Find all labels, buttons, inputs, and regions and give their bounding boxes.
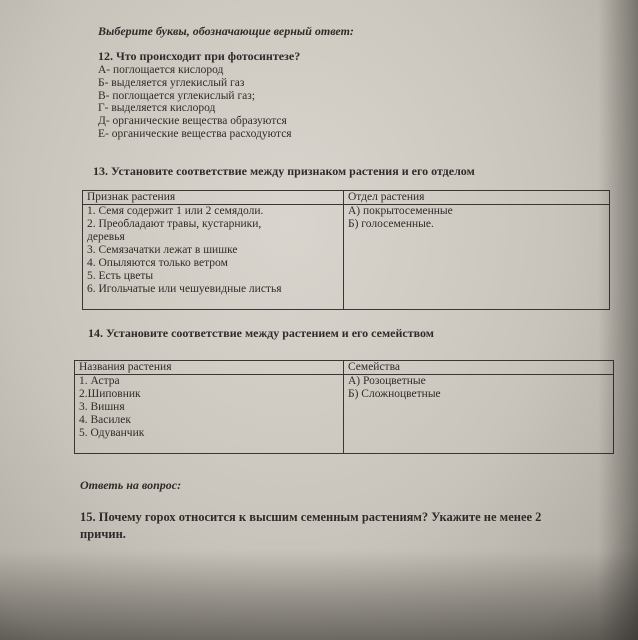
q15-line2: причин. <box>80 527 126 541</box>
q15-line1: 15. Почему горох относится к высшим семенным растениям? Укажите не менее 2 <box>80 510 542 524</box>
q12-title: 12. Что происходит при фотосинтезе? <box>98 49 301 63</box>
q13-col1-header: Признак растения <box>83 191 344 205</box>
instruction-heading: Выберите буквы, обозначающие верный ответ: <box>98 24 354 38</box>
q14-family-b: Б) Сложноцветные <box>348 388 441 400</box>
q13-feature-4: 4. Опыляются только ветром <box>87 257 228 269</box>
q14-families-cell <box>344 375 614 454</box>
q12-option-a: А- поглощается кислород <box>98 64 224 76</box>
q14-plants-cell <box>75 375 344 454</box>
q14-table <box>74 360 614 454</box>
edge-shadow-right <box>598 0 638 640</box>
q13-table <box>82 190 610 310</box>
q12-options <box>98 64 292 141</box>
q13-col2-header: Отдел растения <box>344 191 610 205</box>
q13-feature-1: 1. Семя содержит 1 или 2 семядоли. <box>87 205 264 217</box>
q13-feature-3: 3. Семязачатки лежат в шишке <box>87 244 238 256</box>
q12-option-b: Б- выделяется углекислый газ <box>98 76 245 89</box>
q14-plant-5: 5. Одуванчик <box>79 427 145 439</box>
q12-option-d: Д- органические вещества образуются <box>98 115 287 128</box>
q14-col2-header: Семейства <box>344 361 614 375</box>
q13-feature-5: 5. Есть цветы <box>87 270 154 282</box>
edge-shadow-bottom <box>0 550 638 640</box>
q13-feature-2-cont: деревья <box>87 231 125 243</box>
q13-division-a: А) покрытосеменные <box>348 205 453 217</box>
q13-features-cell <box>83 205 344 310</box>
q12-option-e: Е- органические вещества расходуются <box>98 127 292 140</box>
q12-option-g: Г- выделяется кислород <box>98 102 216 115</box>
q13-feature-2: 2. Преобладают травы, кустарники, <box>87 218 262 230</box>
q14-plant-1: 1. Астра <box>79 375 120 387</box>
q13-title: 13. Установите соответствие между признаком растения и его отделом <box>93 164 475 178</box>
q14-plant-2: 2.Шиповник <box>79 388 141 400</box>
answer-prompt: Ответь на вопрос: <box>80 478 182 492</box>
q14-plant-3: 3. Вишня <box>79 401 125 413</box>
q13-feature-6: 6. Игольчатые или чешуевидные листья <box>87 283 282 295</box>
q14-family-a: А) Розоцветные <box>348 375 426 387</box>
q13-division-b: Б) голосеменные. <box>348 218 434 230</box>
q14-plant-4: 4. Василек <box>79 414 131 426</box>
q13-divisions-cell <box>344 205 610 310</box>
q14-col1-header: Названия растения <box>75 361 344 375</box>
q14-title: 14. Установите соответствие между растением и его семейством <box>88 326 434 340</box>
q12-option-v: В- поглощается углекислый газ; <box>98 89 256 102</box>
